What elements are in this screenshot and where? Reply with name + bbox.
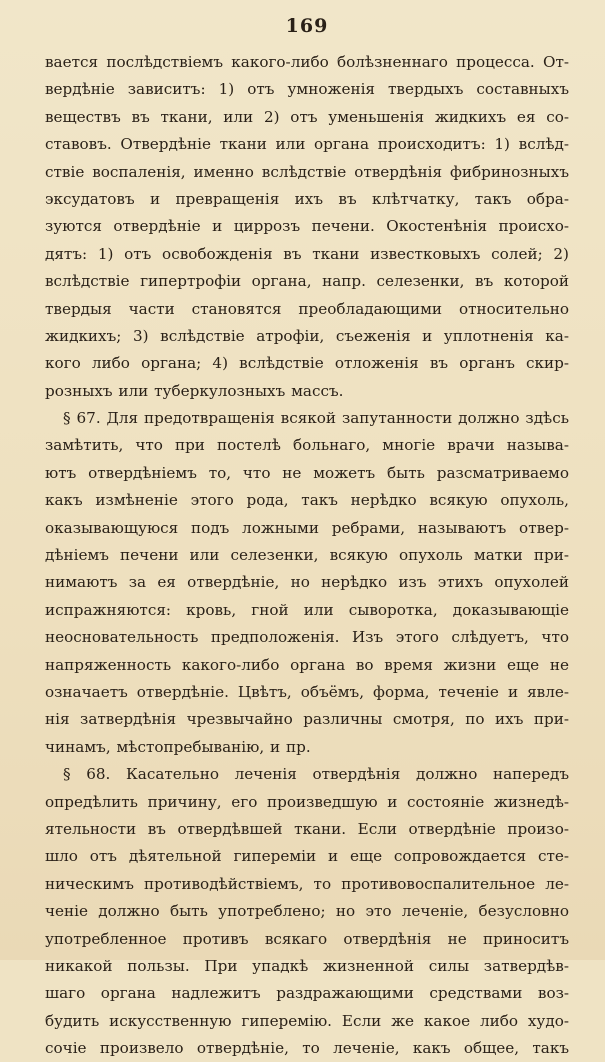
page-text: [45, 49, 569, 1062]
text-line: чинамъ, мѣстопребыванію, и пр.: [45, 737, 311, 756]
text-line: оказывающуюся подъ ложными ребрами, называютъ отвер-: [45, 518, 569, 537]
text-line: нія затвердѣнія чрезвычайно различны смотря, по ихъ при-: [45, 710, 569, 729]
text-line: ставовъ. Отвердѣніе ткани или органа происходитъ: 1) вслѣд-: [45, 135, 569, 154]
text-line: зуются отвердѣніе и циррозъ печени. Окостенѣнія происхо-: [45, 217, 569, 236]
text-line: эксудатовъ и превращенія ихъ въ клѣтчатку, такъ обра-: [45, 189, 569, 208]
text-line: напряженность какого-либо органа во время жизни еще не: [45, 655, 569, 674]
text-line: жидкихъ; 3) вслѣдствіе атрофіи, съеженія и уплотненія ка-: [45, 326, 569, 345]
text-line: вердѣніе зависитъ: 1) отъ умноженія твердыхъ составныхъ: [45, 80, 569, 99]
text-line: ствіе воспаленія, именно вслѣдствіе отвердѣнія фибринозныхъ: [45, 162, 569, 181]
text-line: какъ измѣненіе этого рода, такъ нерѣдко всякую опухоль,: [45, 491, 569, 510]
text-line: ническимъ противодѣйствіемъ, то противовоспалительное ле-: [45, 874, 569, 893]
text-line: никакой пользы. При упадкѣ жизненной силы затвердѣв-: [45, 956, 569, 975]
text-line: неосновательность предположенія. Изъ этого слѣдуетъ, что: [45, 628, 569, 647]
text-line: розныхъ или туберкулозныхъ массъ.: [45, 381, 344, 400]
text-line: замѣтить, что при постелѣ больнаго, многіе врачи называ-: [45, 436, 569, 455]
text-line: дятъ: 1) отъ освобожденія въ ткани известковыхъ солей; 2): [45, 244, 569, 263]
text-line: вается послѣдствіемъ какого-либо болѣзненнаго процесса. От-: [45, 53, 569, 71]
text-line: кого либо органа; 4) вслѣдствіе отложенія въ органъ скир-: [45, 354, 569, 373]
text-line: вслѣдствіе гипертрофіи органа, напр. селезенки, въ которой: [45, 272, 569, 291]
text-line: сочіе произвело отвердѣніе, то леченіе, какъ общее, такъ: [45, 1039, 569, 1058]
text-line: ятельности въ отвердѣвшей ткани. Если отвердѣніе произо-: [45, 819, 569, 838]
text-line: твердыя части становятся преобладающими относительно: [45, 299, 569, 318]
text-line: употребленное противъ всякаго отвердѣнія не приноситъ: [45, 929, 569, 948]
text-line: ютъ отвердѣніемъ то, что не можетъ быть разсматриваемо: [45, 463, 569, 482]
text-line: веществъ въ ткани, или 2) отъ уменьшенія жидкихъ ея со-: [45, 107, 569, 126]
text-line: ченіе должно быть употреблено; но это леченіе, безусловно: [45, 902, 569, 921]
text-line: нимаютъ за ея отвердѣніе, но нерѣдко изъ этихъ опухолей: [45, 573, 569, 592]
page-number: 169: [285, 15, 329, 37]
text-line: шло отъ дѣятельной гипереміи и еще сопровождается сте-: [45, 847, 569, 866]
text-line: § 67. Для предотвращенія всякой запутанности должно здѣсь: [63, 409, 569, 428]
text-line: шаго органа надлежитъ раздражающими средствами воз-: [45, 984, 569, 1003]
text-line: означаетъ отвердѣніе. Цвѣтъ, объёмъ, форма, теченіе и явле-: [45, 682, 569, 701]
text-line: будить искусственную гиперемію. Если же какое либо худо-: [45, 1011, 569, 1030]
text-line: дѣніемъ печени или селезенки, всякую опухоль матки при-: [45, 546, 569, 565]
text-line: опредѣлить причину, его произведшую и состояніе жизнедѣ-: [45, 792, 569, 811]
text-line: испражняются: кровь, гной или сыворотка, доказывающіе: [45, 600, 569, 619]
text-line: § 68. Касательно леченія отвердѣнія должно напередъ: [63, 765, 569, 784]
